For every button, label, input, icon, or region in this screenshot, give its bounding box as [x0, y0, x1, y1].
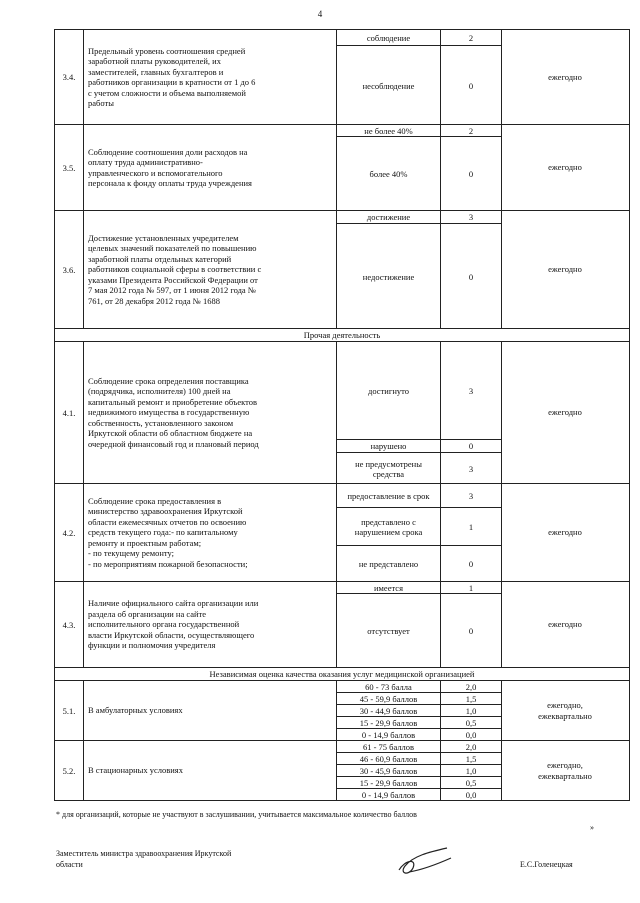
condition-text: 15 - 29,9 баллов: [337, 777, 441, 788]
condition-score: 0: [468, 441, 474, 451]
assessment-period: ежегодно, ежеквартально: [538, 699, 592, 721]
condition-row: [337, 508, 501, 546]
condition-row: [337, 717, 501, 729]
assessment-period: ежегодно: [548, 527, 582, 537]
condition-score: 0,0: [465, 730, 477, 740]
condition-text: достигнуто: [337, 342, 441, 439]
condition-row: [337, 211, 501, 224]
condition-score: 0,0: [465, 790, 477, 800]
conditions-cell: [337, 125, 502, 210]
section-row: Независимая оценка качества оказания услуг медицинской организацией: [54, 668, 630, 681]
condition-row: [337, 765, 501, 777]
condition-text: 0 - 14,9 баллов: [337, 789, 441, 801]
condition-row: [337, 681, 501, 693]
condition-score: 1,0: [465, 765, 477, 776]
condition-score: 3: [468, 385, 474, 396]
condition-text: несоблюдение: [337, 46, 441, 126]
criterion-description-cell: [83, 342, 337, 483]
condition-score: 0,5: [465, 717, 477, 728]
condition-row: [337, 693, 501, 705]
conditions-cell: [337, 484, 502, 581]
condition-score: 1: [468, 582, 474, 593]
criterion-number: 4.3.: [55, 582, 84, 667]
conditions-cell: [337, 211, 502, 328]
condition-text: 45 - 59,9 баллов: [337, 693, 441, 704]
condition-score: 3: [468, 490, 474, 501]
assessment-period: ежегодно: [548, 407, 582, 417]
condition-row: [337, 137, 501, 211]
condition-row: [337, 546, 501, 582]
handwritten-signature: [395, 842, 453, 882]
criterion-description-cell: [83, 30, 337, 124]
condition-text: 30 - 45,9 баллов: [337, 765, 441, 776]
condition-row: [337, 741, 501, 753]
condition-text: имеется: [337, 582, 441, 593]
criterion-row: [54, 342, 630, 484]
condition-score: 0: [468, 626, 474, 636]
condition-text: 46 - 60,9 баллов: [337, 753, 441, 764]
signatory-name: Е.С.Голенецкая: [520, 860, 573, 869]
condition-text: 60 - 73 балла: [337, 681, 441, 692]
criterion-description: Соблюдение срока предоставления в министерство здравоохранения Иркутской области ежемесячных отчетов по освоению средств текущего года:- по капитальному ремонту и проектным работам; - по текущему ремонту; - по мероприятиям пожарной безопасности;: [88, 495, 248, 569]
condition-score: 3: [468, 463, 474, 474]
condition-text: предоставление в срок: [337, 484, 441, 507]
condition-row: [337, 440, 501, 453]
criterion-number: 4.1.: [55, 342, 84, 483]
conditions-cell: [337, 342, 502, 483]
condition-text: 15 - 29,9 баллов: [337, 717, 441, 728]
criterion-number: 3.5.: [55, 125, 84, 210]
condition-text: недостижение: [337, 224, 441, 329]
assessment-period: ежегодно: [548, 619, 582, 629]
condition-text: 0 - 14,9 баллов: [337, 729, 441, 741]
conditions-cell: [337, 30, 502, 124]
section-row: Прочая деятельность: [54, 329, 630, 342]
footnote: * для организаций, которые не участвуют в заслушивании, учитывается максимальное количество баллов: [56, 810, 417, 819]
condition-row: [337, 342, 501, 440]
criterion-row: [54, 582, 630, 668]
condition-row: [337, 705, 501, 717]
condition-score: 1,5: [465, 693, 477, 704]
criterion-description-cell: [83, 484, 337, 581]
criterion-number: 4.2.: [55, 484, 84, 581]
criterion-description-cell: [83, 741, 337, 800]
condition-row: [337, 46, 501, 126]
condition-row: [337, 753, 501, 765]
condition-row: [337, 594, 501, 668]
condition-text: представлено с нарушением срока: [337, 508, 441, 545]
criterion-row: [54, 29, 630, 125]
assessment-period: ежегодно, ежеквартально: [538, 759, 592, 781]
condition-score: 0: [468, 559, 474, 569]
condition-score: 0,5: [465, 777, 477, 788]
condition-row: [337, 453, 501, 484]
conditions-cell: [337, 582, 502, 667]
criterion-description: Предельный уровень соотношения средней заработной платы руководителей, их заместителей, главных бухгалтеров и работников организации в кратности от 1 до 6 с учетом сложности и объема выполняемой работы: [88, 45, 256, 108]
condition-row: [337, 777, 501, 789]
condition-row: [337, 582, 501, 594]
criterion-number: 5.2.: [55, 741, 84, 800]
criterion-row: [54, 681, 630, 741]
criterion-description-cell: [83, 681, 337, 740]
condition-text: не представлено: [337, 546, 441, 582]
conditions-cell: [337, 741, 502, 800]
criteria-table: [54, 29, 630, 801]
condition-text: достижение: [337, 211, 441, 223]
condition-score: 0: [468, 81, 474, 91]
criterion-description-cell: [83, 125, 337, 210]
condition-row: [337, 789, 501, 801]
condition-text: более 40%: [337, 137, 441, 211]
assessment-period: ежегодно: [548, 71, 582, 82]
criterion-description: В стационарных условиях: [88, 765, 183, 776]
page-number: 4: [317, 9, 323, 19]
condition-text: 30 - 44,9 баллов: [337, 705, 441, 716]
criterion-number: 5.1.: [55, 681, 84, 740]
closing-quote: »: [590, 823, 594, 832]
condition-row: [337, 484, 501, 508]
criterion-row: [54, 741, 630, 801]
condition-text: не предусмотрены средства: [337, 453, 441, 484]
criterion-description-cell: [83, 211, 337, 328]
conditions-cell: [337, 681, 502, 740]
criterion-description: Достижение установленных учредителем целевых значений показателей по повышению заработной платы отдельных категорий работников социальной сферы в соответствии с указами Президента Российской Федерации от 7 мая 2012 года № 597, от 1 июня 2012 года № 761, от 28 декабря 2012 года № 1688: [88, 232, 262, 306]
criterion-description: Наличие официального сайта организации или раздела об организации на сайте исполнительного органа государственной власти Иркутской области, осуществляющего функции и полномочия учредителя: [88, 598, 259, 651]
condition-text: не более 40%: [337, 125, 441, 136]
condition-score: 2,0: [465, 741, 477, 752]
assessment-period: ежегодно: [548, 264, 582, 274]
assessment-period: ежегодно: [548, 162, 582, 172]
criterion-description: Соблюдение соотношения доли расходов на оплату труда административно- управленческого и вспомогательного персонала к фонду оплаты труда учреждения: [88, 146, 252, 188]
condition-row: [337, 224, 501, 329]
condition-text: отсутствует: [337, 594, 441, 668]
signatory-title: Заместитель министра здравоохранения Иркутской области: [56, 849, 232, 869]
condition-row: [337, 30, 501, 46]
condition-score: 1: [468, 521, 474, 532]
criterion-description: В амбулаторных условиях: [88, 705, 183, 716]
criterion-number: 3.4.: [55, 30, 84, 124]
condition-score: 2,0: [465, 681, 477, 692]
criterion-description: Соблюдение срока определения поставщика (подрядчика, исполнителя) 100 дней на капитальный ремонт и приобретение объектов недвижимого имущества в государственную собственность, установленного законом Иркутской области об областном бюджете на очередной финансовый год и плановый период: [88, 375, 259, 449]
criterion-row: [54, 125, 630, 211]
condition-row: [337, 729, 501, 741]
condition-score: 0: [468, 169, 474, 179]
criterion-row: [54, 211, 630, 329]
criterion-row: [54, 484, 630, 582]
condition-row: [337, 125, 501, 137]
condition-score: 2: [468, 32, 474, 43]
condition-text: 61 - 75 баллов: [337, 741, 441, 752]
condition-score: 1,5: [465, 753, 477, 764]
condition-score: 3: [468, 212, 474, 222]
condition-score: 2: [468, 125, 474, 136]
condition-text: соблюдение: [337, 30, 441, 45]
condition-text: нарушено: [337, 440, 441, 452]
condition-score: 0: [468, 271, 474, 282]
condition-score: 1,0: [465, 705, 477, 716]
criterion-number: 3.6.: [55, 211, 84, 328]
criterion-description-cell: [83, 582, 337, 667]
